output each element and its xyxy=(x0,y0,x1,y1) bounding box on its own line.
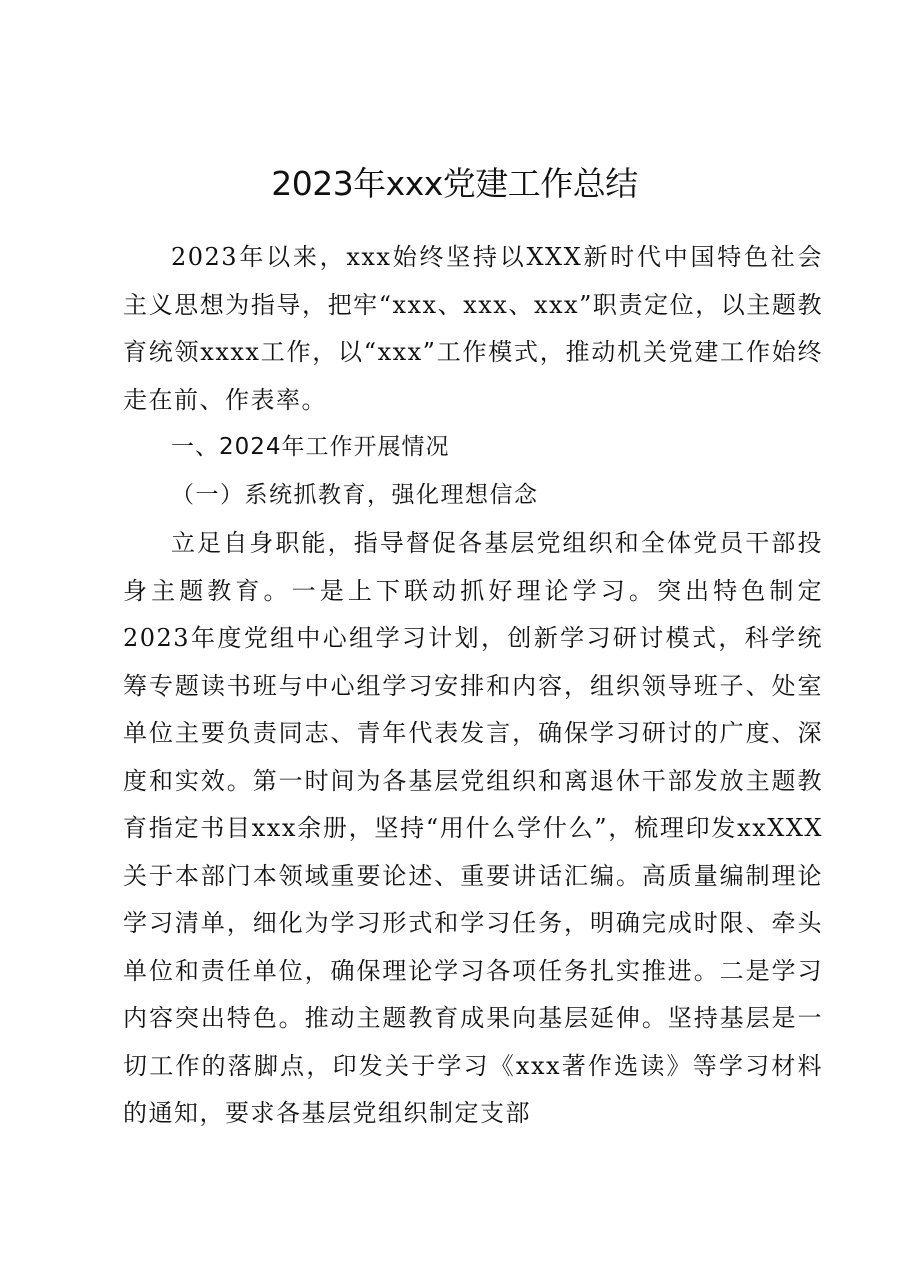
section-heading: 一、2024年工作开展情况 xyxy=(171,434,450,460)
document-title: 2023年xxx党建工作总结 xyxy=(271,164,638,203)
subsection-heading: （一）系统抓教育，强化理想信念 xyxy=(171,482,539,508)
body-paragraph: 立足自身职能，指导督促各基层党组织和全体党员干部投身主题教育。一是上下联动抓好理论学习。突出特色制定2023年度党组中心组学习计划，创新学习研讨模式，科学统筹专题读书班与中心组学习安排和内容，组织领导班子、处室单位主要负责同志、青年代表发言，确保学习研讨的广度、深度和实效。第一时间为各基层党组织和离退休干部发放主题教育指定书目xxx余册，坚持“用什么学什么”，梳理印发xxXXX关于本部门本领域重要论述、重要讲话汇编。高质量编制理论学习清单，细化为学习形式和学习任务，明确完成时限、牵头单位和责任单位，确保理论学习各项任务扎实推进。二是学习内容突出特色。推动主题教育成果向基层延伸。坚持基层是一切工作的落脚点，印发关于学习《xxx著作选读》等学习材料的通知，要求各基层党组织制定支部 xyxy=(123,529,823,1127)
intro-paragraph: 2023年以来，xxx始终坚持以XXX新时代中国特色社会主义思想为指导，把牢“xxx、xxx、xxx”职责定位，以主题教育统领xxxx工作，以“xxx”工作模式，推动机关党建工作始终走在前、作表率。 xyxy=(123,243,823,414)
